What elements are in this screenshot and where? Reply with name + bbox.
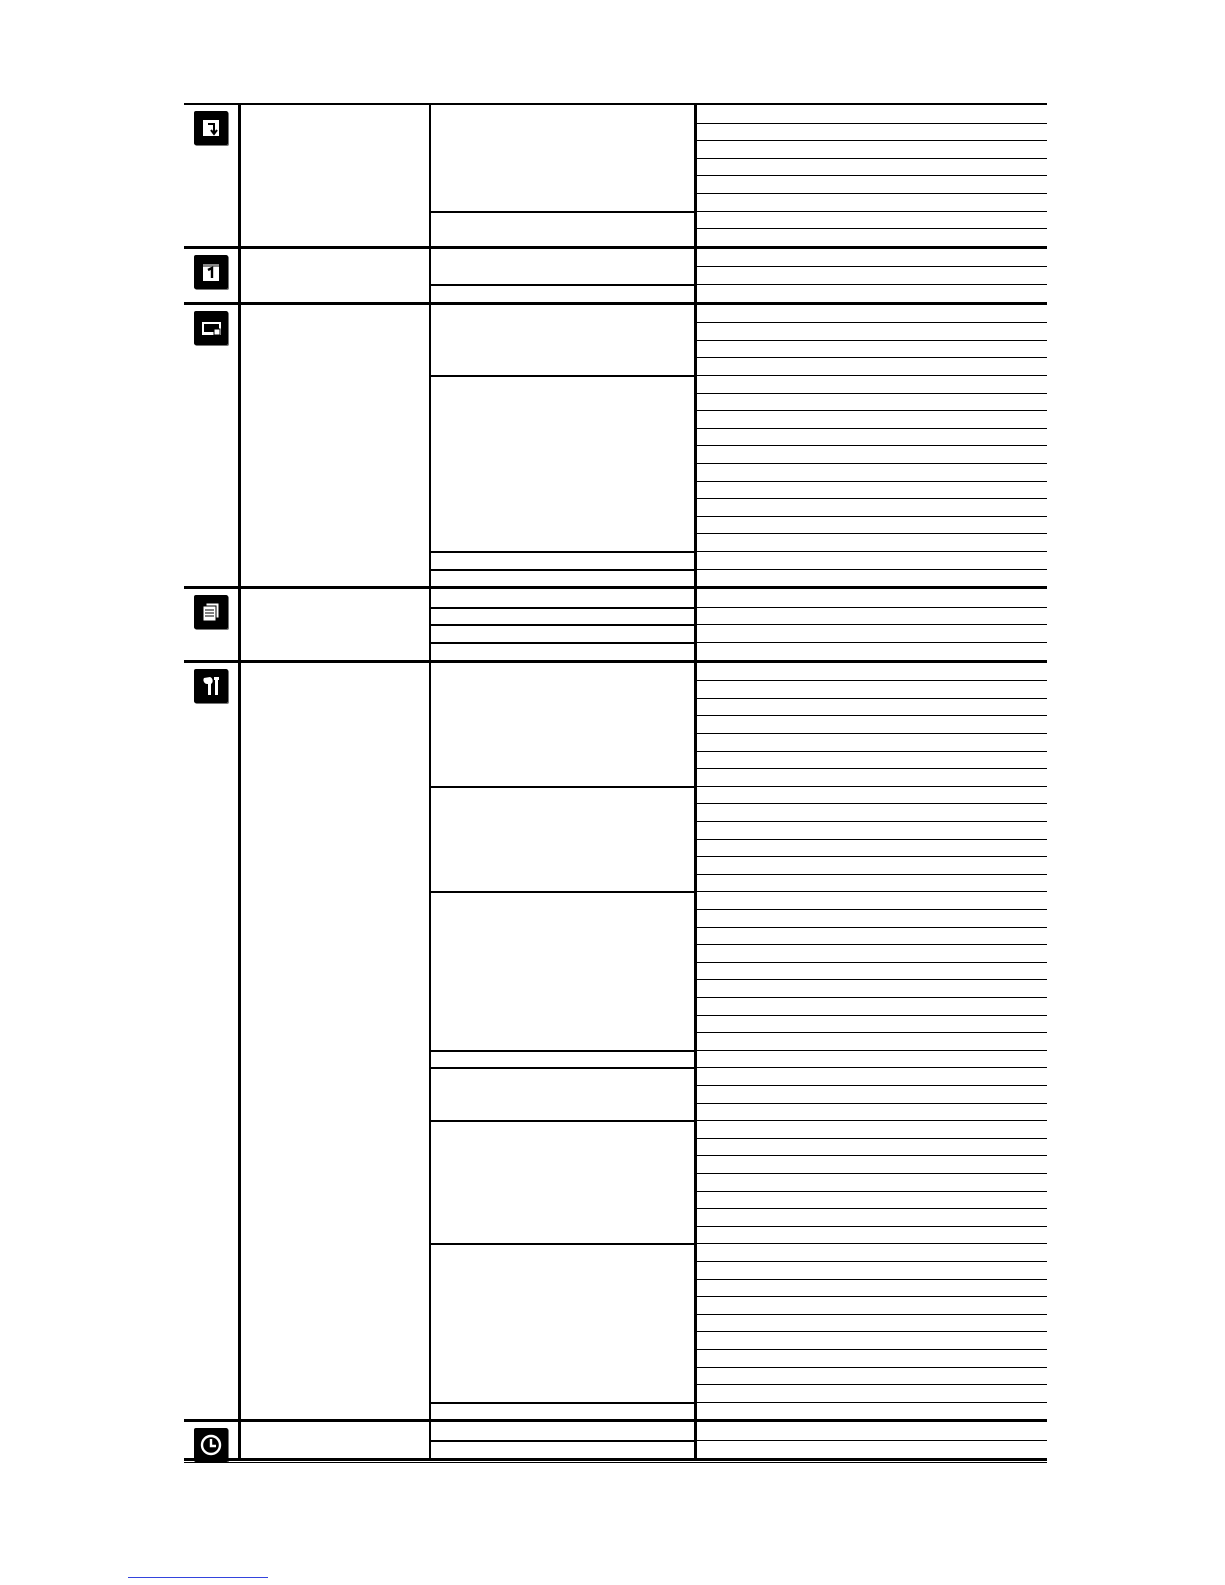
item-row-divider xyxy=(695,1085,1047,1086)
submenu-divider xyxy=(430,786,695,788)
table-bottom-border xyxy=(184,1462,1047,1463)
tools-icon xyxy=(194,669,228,703)
category-divider xyxy=(184,1458,1047,1461)
item-row-divider xyxy=(695,1015,1047,1016)
item-row-divider xyxy=(695,1032,1047,1033)
submenu-divider xyxy=(430,642,695,644)
item-row-divider xyxy=(695,1331,1047,1332)
item-row-divider xyxy=(695,1296,1047,1297)
submenu-divider xyxy=(430,891,695,893)
item-row-divider xyxy=(695,1402,1047,1403)
item-row-divider xyxy=(695,533,1047,534)
item-row-divider xyxy=(695,357,1047,358)
item-row-divider xyxy=(695,463,1047,464)
item-row-divider xyxy=(695,1208,1047,1209)
item-row-divider xyxy=(695,228,1047,229)
item-row-divider xyxy=(695,1384,1047,1385)
item-row-divider xyxy=(695,821,1047,822)
submenu-divider xyxy=(430,607,695,609)
category-divider xyxy=(184,1419,1047,1422)
submenu-divider xyxy=(430,551,695,553)
item-row-divider xyxy=(695,751,1047,752)
item-row-divider xyxy=(695,768,1047,769)
item-row-divider xyxy=(695,997,1047,998)
item-row-divider xyxy=(695,698,1047,699)
item-row-divider xyxy=(695,410,1047,411)
footer-link[interactable] xyxy=(128,1577,268,1578)
item-row-divider xyxy=(695,856,1047,857)
submenu-divider xyxy=(430,375,695,377)
submenu-divider xyxy=(430,1402,695,1404)
item-row-divider xyxy=(695,193,1047,194)
category-divider xyxy=(184,302,1047,305)
item-row-divider xyxy=(695,909,1047,910)
submenu-divider xyxy=(430,1243,695,1245)
category-divider xyxy=(184,660,1047,663)
item-row-divider xyxy=(695,175,1047,176)
item-row-divider xyxy=(695,1173,1047,1174)
item-row-divider xyxy=(695,839,1047,840)
item-row-divider xyxy=(695,1243,1047,1244)
item-row-divider xyxy=(695,158,1047,159)
display-icon xyxy=(194,311,228,345)
item-row-divider xyxy=(695,786,1047,787)
item-row-divider xyxy=(695,1367,1047,1368)
item-row-divider xyxy=(695,284,1047,285)
item-row-divider xyxy=(695,1349,1047,1350)
item-row-divider xyxy=(695,140,1047,141)
item-row-divider xyxy=(695,962,1047,963)
item-row-divider xyxy=(695,874,1047,875)
item-row-divider xyxy=(695,498,1047,499)
item-row-divider xyxy=(695,1050,1047,1051)
item-row-divider xyxy=(695,642,1047,643)
item-row-divider xyxy=(695,1440,1047,1441)
item-row-divider xyxy=(695,123,1047,124)
item-row-divider xyxy=(695,266,1047,267)
item-row-divider xyxy=(695,1138,1047,1139)
item-row-divider xyxy=(695,607,1047,608)
submenu-divider xyxy=(430,1050,695,1052)
table-top-border xyxy=(184,103,1047,105)
column-divider-2 xyxy=(429,103,431,1461)
item-row-divider xyxy=(695,211,1047,212)
item-row-divider xyxy=(695,516,1047,517)
item-row-divider xyxy=(695,375,1047,376)
item-row-divider xyxy=(695,1103,1047,1104)
item-row-divider xyxy=(695,1279,1047,1280)
item-row-divider xyxy=(695,1067,1047,1068)
category-divider xyxy=(184,586,1047,589)
item-row-divider xyxy=(695,1226,1047,1227)
item-row-divider xyxy=(695,715,1047,716)
submenu-divider xyxy=(430,1120,695,1122)
item-row-divider xyxy=(695,1120,1047,1121)
item-row-divider xyxy=(695,551,1047,552)
submenu-divider xyxy=(430,284,695,286)
item-row-divider xyxy=(695,680,1047,681)
calendar-icon xyxy=(194,255,228,289)
item-row-divider xyxy=(695,393,1047,394)
submenu-divider xyxy=(430,1067,695,1069)
item-row-divider xyxy=(695,445,1047,446)
column-divider-1 xyxy=(238,103,241,1461)
item-row-divider xyxy=(695,340,1047,341)
submenu-divider xyxy=(430,1440,695,1442)
enter-icon xyxy=(194,111,228,145)
item-row-divider xyxy=(695,1155,1047,1156)
item-row-divider xyxy=(695,428,1047,429)
submenu-divider xyxy=(430,624,695,626)
item-row-divider xyxy=(695,1314,1047,1315)
item-row-divider xyxy=(695,944,1047,945)
item-row-divider xyxy=(695,1261,1047,1262)
item-row-divider xyxy=(695,569,1047,570)
column-divider-3 xyxy=(694,103,697,1461)
submenu-divider xyxy=(430,211,695,213)
category-divider xyxy=(184,246,1047,249)
item-row-divider xyxy=(695,927,1047,928)
documents-icon xyxy=(194,595,228,629)
item-row-divider xyxy=(695,624,1047,625)
item-row-divider xyxy=(695,733,1047,734)
item-row-divider xyxy=(695,481,1047,482)
submenu-divider xyxy=(430,569,695,571)
item-row-divider xyxy=(695,1191,1047,1192)
item-row-divider xyxy=(695,803,1047,804)
item-row-divider xyxy=(695,891,1047,892)
item-row-divider xyxy=(695,322,1047,323)
item-row-divider xyxy=(695,979,1047,980)
